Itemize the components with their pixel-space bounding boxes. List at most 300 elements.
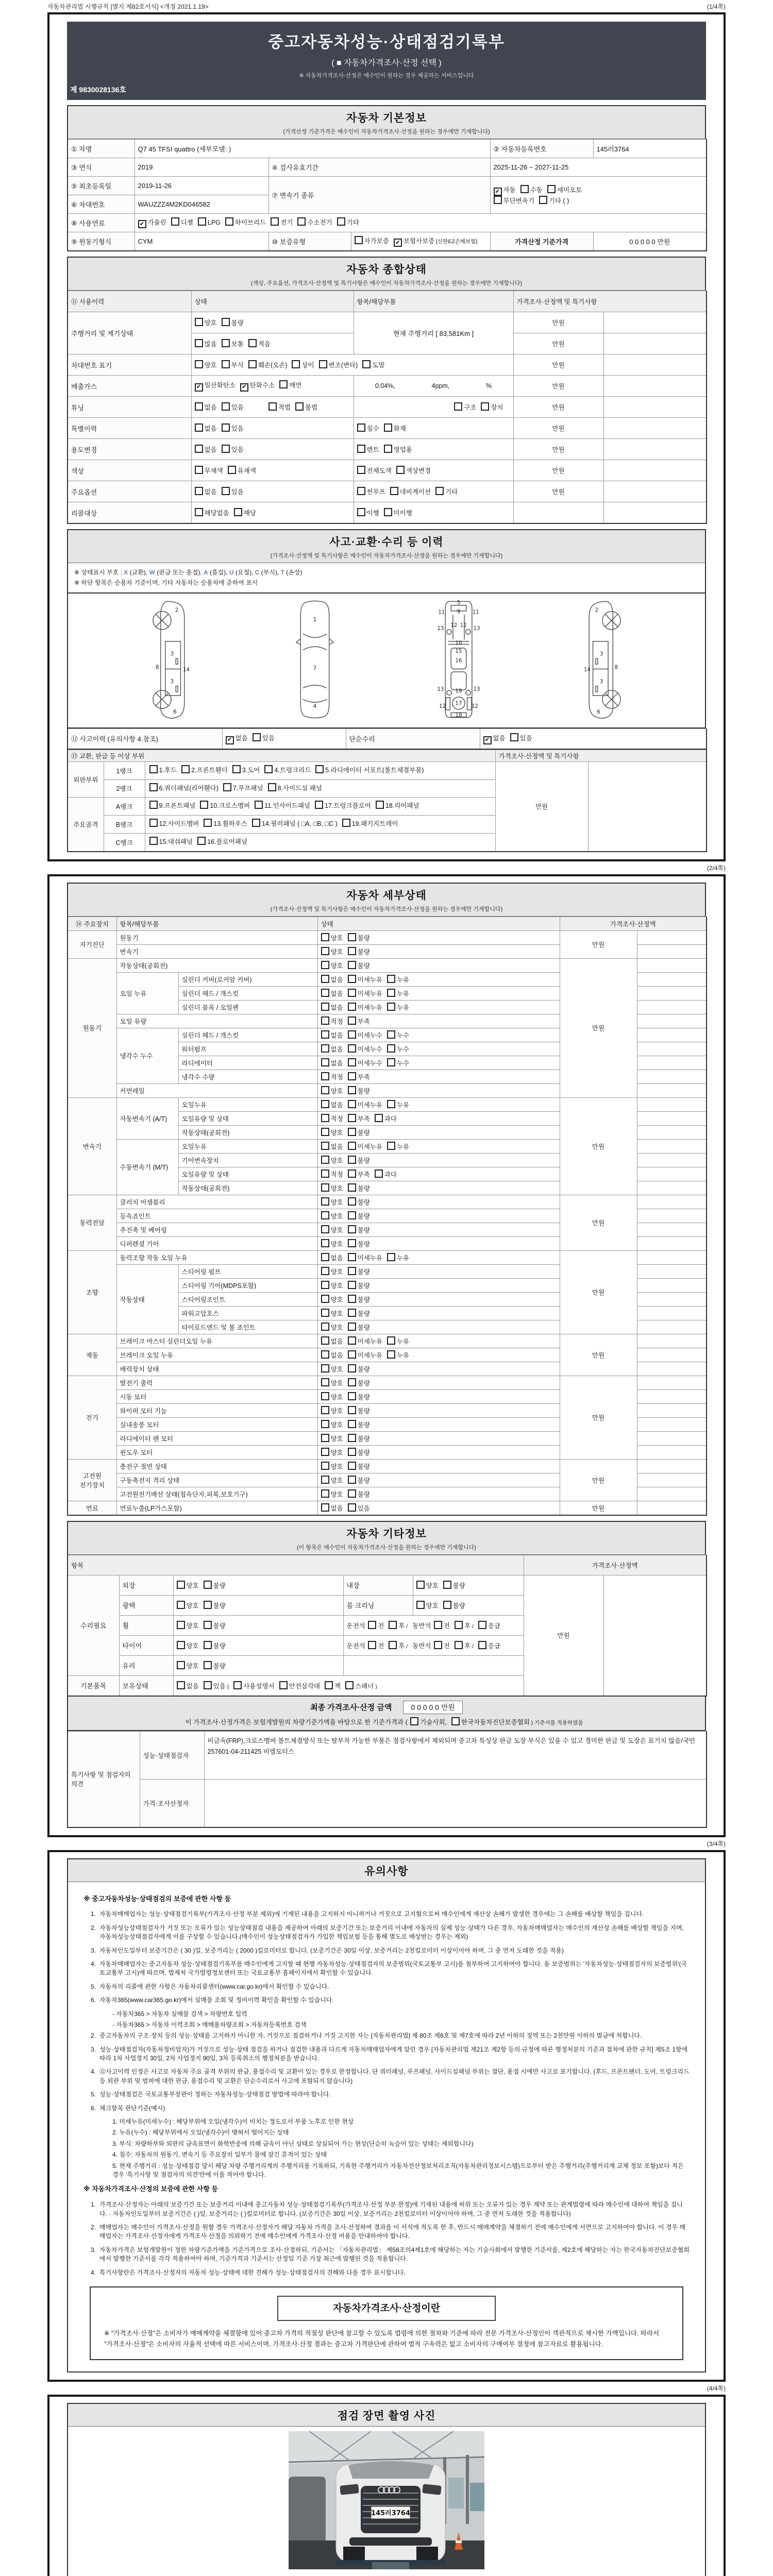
checkbox[interactable] bbox=[321, 1503, 329, 1512]
checkbox[interactable] bbox=[375, 1114, 383, 1122]
diagram-panel-number: 8 bbox=[155, 665, 159, 671]
checkbox[interactable] bbox=[348, 1183, 356, 1192]
checkbox[interactable] bbox=[348, 1197, 356, 1206]
checkbox[interactable]: ✔ bbox=[226, 736, 234, 744]
checkbox[interactable] bbox=[390, 487, 398, 495]
checkbox[interactable] bbox=[478, 1621, 486, 1629]
checkbox[interactable] bbox=[348, 1448, 356, 1456]
diagram-panel-number: 2 bbox=[595, 607, 598, 614]
checkbox[interactable] bbox=[321, 961, 329, 969]
checkbox[interactable] bbox=[197, 837, 206, 845]
svg-text:145러3764: 145러3764 bbox=[371, 2509, 410, 2517]
checkbox[interactable] bbox=[348, 1128, 356, 1136]
checkbox[interactable] bbox=[384, 508, 392, 516]
checkbox[interactable] bbox=[389, 1621, 397, 1629]
table-cell: 배력장치 상태 bbox=[116, 1362, 317, 1376]
checkbox[interactable] bbox=[348, 1281, 356, 1289]
checkbox[interactable] bbox=[321, 1392, 329, 1400]
appraiser-opinion bbox=[204, 1779, 707, 1827]
checkbox[interactable] bbox=[149, 837, 158, 845]
option-suffix: ) bbox=[374, 1683, 377, 1690]
checkbox[interactable] bbox=[348, 1476, 356, 1484]
checkbox[interactable] bbox=[149, 765, 158, 773]
checkbox[interactable] bbox=[271, 217, 279, 226]
checkbox-label: 양호 bbox=[204, 319, 217, 327]
checkbox[interactable] bbox=[195, 466, 203, 474]
checkbox[interactable] bbox=[443, 1601, 451, 1609]
status-code-letter: T bbox=[280, 569, 284, 576]
checkbox[interactable] bbox=[357, 508, 365, 516]
checkbox[interactable] bbox=[195, 318, 203, 326]
table-cell bbox=[637, 1417, 707, 1431]
checkbox-label: 불량 bbox=[357, 1421, 370, 1429]
checkbox[interactable] bbox=[348, 1114, 356, 1122]
checkbox[interactable] bbox=[348, 1267, 356, 1275]
checkbox[interactable] bbox=[321, 1448, 329, 1456]
checkbox[interactable] bbox=[222, 339, 230, 347]
checkbox[interactable] bbox=[348, 1350, 356, 1359]
table-row bbox=[68, 1195, 707, 1209]
checkbox[interactable] bbox=[204, 1681, 212, 1689]
checkbox-label: 있음 bbox=[213, 1682, 226, 1690]
checkbox[interactable] bbox=[321, 1058, 329, 1066]
checkbox[interactable] bbox=[348, 933, 356, 941]
checkbox[interactable] bbox=[198, 217, 206, 226]
checkbox[interactable] bbox=[348, 1225, 356, 1233]
checkbox[interactable] bbox=[376, 801, 384, 809]
checkbox-label: 불량 bbox=[213, 1582, 226, 1589]
checkbox-option bbox=[451, 1717, 583, 1726]
checkbox[interactable] bbox=[348, 1309, 356, 1317]
checkbox[interactable] bbox=[348, 1142, 356, 1150]
checkbox-label: 불량 bbox=[357, 934, 370, 942]
checkbox[interactable] bbox=[348, 947, 356, 955]
checkbox-option bbox=[177, 1681, 199, 1690]
checkbox[interactable] bbox=[539, 196, 547, 204]
checkbox[interactable] bbox=[321, 1072, 329, 1080]
checkbox-option bbox=[539, 196, 569, 205]
checkbox[interactable] bbox=[204, 819, 212, 827]
checkbox[interactable] bbox=[321, 1197, 329, 1206]
checkbox-option bbox=[348, 1072, 370, 1081]
diagram-panel-number: 15 bbox=[455, 648, 462, 654]
checkbox[interactable] bbox=[321, 1239, 329, 1247]
checkbox[interactable] bbox=[321, 1016, 329, 1025]
mileage-label: 주행거리 및 계기상태 bbox=[68, 312, 191, 354]
checkbox[interactable] bbox=[195, 487, 203, 495]
checkbox[interactable] bbox=[321, 1030, 329, 1039]
checkbox[interactable] bbox=[321, 1323, 329, 1331]
checkbox[interactable] bbox=[547, 185, 556, 193]
checkbox[interactable] bbox=[232, 765, 241, 773]
checkbox[interactable] bbox=[348, 1072, 356, 1080]
checkbox[interactable] bbox=[195, 360, 203, 368]
checkbox[interactable] bbox=[348, 1086, 356, 1094]
checkbox[interactable] bbox=[348, 1016, 356, 1025]
checkbox[interactable] bbox=[481, 402, 489, 411]
checkbox[interactable] bbox=[384, 423, 392, 432]
checkbox[interactable] bbox=[375, 1170, 383, 1178]
checkbox[interactable]: ✔ bbox=[483, 736, 492, 744]
checkbox[interactable] bbox=[195, 423, 203, 432]
checkbox[interactable] bbox=[177, 1661, 185, 1669]
checkbox[interactable] bbox=[279, 1681, 288, 1689]
checkbox-label: 유채색 bbox=[237, 467, 256, 474]
state-options bbox=[317, 972, 560, 986]
checkbox-label: 누수 bbox=[396, 1045, 410, 1053]
checkbox[interactable] bbox=[253, 733, 261, 741]
checkbox[interactable] bbox=[177, 1641, 185, 1649]
checkbox[interactable] bbox=[348, 1420, 356, 1428]
checkbox[interactable] bbox=[348, 1336, 356, 1345]
notice-item-text: 매매업자는 매수인이 가격조사·산정을 원할 경우 가격조사·산정자가 해당 자동차 가격을 조사·산정하여 결과를 이 서식에 적도록 한 후, 반드시 매매계약을 체결하기 전에 매수인에게 서면으로 고지하여야 합니다. 이 경우 매매업자는 가격조사·산정자에게 가격조사·산정을 의뢰하기 전에 매수인에게 가격조사·산정 비용을 안내하여야 합니다. bbox=[99, 2223, 686, 2240]
device-group-label: 고전원 전기장치 bbox=[68, 1459, 116, 1501]
checkbox-label: 누유 bbox=[396, 1143, 410, 1150]
checkbox[interactable] bbox=[348, 1295, 356, 1303]
checkbox[interactable] bbox=[204, 1601, 212, 1609]
checkbox[interactable] bbox=[149, 801, 158, 809]
checkbox-option bbox=[387, 1044, 409, 1054]
notice-item-text: 자동차성능상태점검자가 거짓 또는 오류가 있는 성능상태점검 내용을 제공하여 아래의 보증기간 또는 보증거리 이내에 자동차의 실제 성능·상태가 다른 경우, 자동차매매업자는 매수인의 재산상 손해를 배상할 책임을 지며, 자동차성능상태점검자에게 이를 구상할 수 있습니다.(매수인이 성능상태점검자가 가입한 책임보험 등을 통해 별도로 배상받는 경우는 제외) bbox=[99, 1924, 684, 1941]
checkbox[interactable] bbox=[348, 1058, 356, 1066]
checkbox[interactable] bbox=[435, 487, 444, 495]
checkbox[interactable] bbox=[342, 819, 350, 827]
checkbox[interactable] bbox=[494, 196, 502, 204]
checkbox[interactable] bbox=[357, 466, 365, 474]
device-header: ⑭ 주요장치 bbox=[68, 917, 116, 930]
checkbox[interactable] bbox=[279, 380, 288, 388]
checkbox[interactable] bbox=[321, 1434, 329, 1442]
checkbox[interactable] bbox=[357, 487, 365, 495]
checkbox[interactable] bbox=[416, 1601, 425, 1609]
checkbox-option bbox=[348, 1030, 382, 1040]
checkbox[interactable] bbox=[321, 1211, 329, 1219]
checkbox[interactable] bbox=[171, 217, 179, 226]
checkbox[interactable] bbox=[416, 1581, 425, 1589]
state-options bbox=[317, 1473, 560, 1487]
checkbox[interactable] bbox=[321, 1142, 329, 1150]
checkbox[interactable] bbox=[348, 1323, 356, 1331]
checkbox[interactable] bbox=[319, 360, 327, 368]
checkbox[interactable]: ✔ bbox=[394, 239, 402, 247]
status-code-letter: C bbox=[255, 569, 260, 576]
checkbox[interactable] bbox=[295, 402, 304, 411]
checkbox[interactable] bbox=[387, 989, 395, 997]
checkbox-option bbox=[348, 1183, 370, 1193]
checkbox[interactable] bbox=[387, 1100, 395, 1108]
checkbox-label: 미이행 bbox=[393, 510, 412, 517]
checkbox[interactable] bbox=[387, 1142, 395, 1150]
fuel-label: ⑧ 사용연료 bbox=[68, 214, 135, 232]
checkbox[interactable] bbox=[252, 819, 260, 827]
checkbox[interactable] bbox=[325, 1681, 333, 1689]
checkbox[interactable] bbox=[451, 1717, 460, 1725]
checkbox[interactable] bbox=[396, 466, 405, 474]
checkbox[interactable] bbox=[357, 445, 365, 453]
checkbox[interactable] bbox=[321, 1350, 329, 1359]
price-cell: 만원 bbox=[513, 460, 603, 481]
checkbox[interactable] bbox=[321, 989, 329, 997]
checkbox[interactable] bbox=[315, 801, 323, 809]
checkbox[interactable] bbox=[181, 765, 190, 773]
checkbox[interactable] bbox=[222, 487, 230, 495]
checkbox[interactable] bbox=[321, 1406, 329, 1414]
checkbox-option bbox=[204, 1661, 226, 1670]
diagram-panel-number: 11 bbox=[472, 609, 479, 616]
checkbox[interactable] bbox=[321, 1003, 329, 1011]
checkbox[interactable] bbox=[223, 783, 231, 791]
checkbox[interactable] bbox=[387, 1058, 395, 1066]
checkbox-option bbox=[347, 1621, 384, 1630]
checkbox[interactable] bbox=[255, 801, 263, 809]
checkbox[interactable] bbox=[222, 423, 230, 432]
checkbox[interactable] bbox=[297, 217, 306, 226]
checkbox[interactable] bbox=[204, 1661, 212, 1669]
notice-item-text: 자동차의 리콜에 관한 사항은 자동차리콜센터(www.car.go.kr)에서 확인할 수 있습니다. bbox=[99, 1982, 329, 1990]
checkbox-option bbox=[177, 1581, 199, 1590]
checkbox[interactable] bbox=[348, 1364, 356, 1372]
checkbox[interactable] bbox=[177, 1581, 185, 1589]
checkbox[interactable] bbox=[268, 783, 276, 791]
checkbox[interactable] bbox=[348, 1239, 356, 1247]
checkbox[interactable] bbox=[368, 1621, 376, 1629]
checkbox-label: 불량 bbox=[452, 1582, 465, 1589]
diagram-panel-number: 12 bbox=[471, 703, 478, 709]
checkbox[interactable] bbox=[177, 1601, 185, 1609]
checkbox[interactable] bbox=[348, 961, 356, 969]
checkbox-option bbox=[321, 1225, 343, 1234]
checkbox-label: 세미오토 bbox=[557, 186, 582, 194]
checkbox-label: 불량 bbox=[357, 1184, 370, 1192]
checkbox-label: 15.대쉬패널 bbox=[159, 838, 193, 845]
checkbox[interactable] bbox=[204, 1641, 212, 1649]
checkbox[interactable] bbox=[321, 1364, 329, 1372]
checkbox[interactable] bbox=[455, 1641, 463, 1649]
checkbox[interactable] bbox=[348, 1503, 356, 1512]
checkbox-option bbox=[348, 1309, 370, 1318]
checkbox-label: 불량 bbox=[357, 1268, 370, 1276]
checkbox[interactable] bbox=[321, 1378, 329, 1386]
checkbox-option bbox=[321, 1392, 343, 1401]
checkbox[interactable] bbox=[345, 1681, 354, 1689]
checkbox[interactable] bbox=[264, 765, 273, 773]
special-history-label: 특별이력 bbox=[68, 418, 191, 439]
checkbox[interactable]: ✔ bbox=[240, 383, 248, 392]
table-row bbox=[68, 1731, 707, 1779]
checkbox-option bbox=[255, 800, 310, 812]
checkbox[interactable] bbox=[321, 1420, 329, 1428]
table-cell: 스티어링 펌프 bbox=[178, 1264, 317, 1278]
checkbox-option bbox=[396, 466, 431, 475]
checkbox-option bbox=[355, 236, 389, 245]
notice-item-text: 자동차매매업자는 성능·상태점검기록부(가격조사·산정 부분 제외)에 기재된 내용을 고지하지 아니하거나 거짓으로 고지함으로써 매수인에게 재산상 손해가 발생한 경우에는 그 손해를 배상할 책임을 집니다. bbox=[99, 1910, 644, 1918]
checkbox-option bbox=[481, 402, 503, 412]
checkbox[interactable] bbox=[434, 1621, 442, 1629]
checkbox[interactable] bbox=[454, 402, 462, 411]
checkbox[interactable] bbox=[434, 1641, 442, 1649]
checkbox[interactable]: ✔ bbox=[494, 188, 502, 196]
checkbox[interactable] bbox=[348, 1378, 356, 1386]
diagram-panel-number: 3 bbox=[599, 679, 603, 685]
checkbox-label: 변조(변타) bbox=[328, 362, 358, 369]
checkbox[interactable] bbox=[348, 1170, 356, 1178]
checkbox[interactable] bbox=[321, 1044, 329, 1053]
etc-price: 만원 bbox=[524, 1575, 603, 1696]
checkbox[interactable] bbox=[204, 1621, 212, 1629]
checkbox[interactable] bbox=[177, 1621, 185, 1629]
checkbox[interactable]: ✔ bbox=[138, 220, 146, 228]
rank-table bbox=[67, 750, 707, 852]
checkbox[interactable] bbox=[292, 360, 300, 368]
checkbox[interactable] bbox=[387, 1030, 395, 1039]
checkbox[interactable] bbox=[510, 733, 518, 741]
checkbox[interactable] bbox=[321, 975, 329, 983]
table-cell: 워터펌프 bbox=[178, 1042, 317, 1056]
checkbox[interactable] bbox=[222, 445, 230, 453]
notice-item-number: 1. bbox=[90, 2201, 96, 2209]
checkbox[interactable] bbox=[355, 236, 363, 244]
notice-item bbox=[83, 2090, 690, 2099]
checkbox[interactable] bbox=[387, 975, 395, 983]
checkbox[interactable]: ✔ bbox=[195, 383, 203, 392]
checkbox[interactable] bbox=[321, 1281, 329, 1289]
checkbox[interactable] bbox=[149, 819, 158, 827]
checkbox[interactable] bbox=[478, 1641, 486, 1649]
checkbox[interactable] bbox=[321, 1253, 329, 1261]
checkbox[interactable] bbox=[348, 1003, 356, 1011]
checkbox[interactable] bbox=[321, 1225, 329, 1233]
inspection-photo-front bbox=[289, 2431, 484, 2569]
checkbox[interactable] bbox=[321, 1170, 329, 1178]
checkbox[interactable] bbox=[387, 1253, 395, 1261]
checkbox[interactable] bbox=[321, 1295, 329, 1303]
checkbox[interactable] bbox=[321, 1183, 329, 1192]
checkbox[interactable] bbox=[195, 445, 203, 453]
checkbox[interactable] bbox=[204, 1581, 212, 1589]
checkbox[interactable] bbox=[387, 1350, 395, 1359]
checkbox[interactable] bbox=[387, 1336, 395, 1345]
checkbox[interactable] bbox=[200, 801, 208, 809]
checkbox[interactable] bbox=[225, 217, 233, 226]
checkbox[interactable] bbox=[337, 217, 345, 226]
checkbox[interactable] bbox=[321, 1086, 329, 1094]
checkbox[interactable] bbox=[348, 1489, 356, 1498]
checkbox-label: 전 bbox=[378, 1642, 384, 1650]
checkbox[interactable] bbox=[228, 466, 236, 474]
checkbox[interactable] bbox=[348, 989, 356, 997]
checkbox[interactable] bbox=[315, 765, 324, 773]
checkbox[interactable] bbox=[195, 508, 203, 516]
checkbox-label: 네비게이션 bbox=[399, 488, 431, 496]
checkbox[interactable] bbox=[321, 933, 329, 941]
checkbox[interactable] bbox=[321, 1489, 329, 1498]
checkbox[interactable] bbox=[348, 1030, 356, 1039]
status-code-letter: X bbox=[124, 569, 128, 576]
checkbox[interactable] bbox=[520, 185, 529, 193]
checkbox[interactable] bbox=[222, 318, 230, 326]
checkbox[interactable] bbox=[348, 1100, 356, 1108]
checkbox-label: 양호 bbox=[186, 1662, 199, 1670]
checkbox[interactable] bbox=[268, 402, 277, 411]
notice-item-text: 자동차가격은 보험개발원이 정한 차량기준가액을 기준가격으로 조사·산정하되, 기준서는 「자동차관리법」 제58조의4제1호에 해당하는 자는 기술사회에서 발행한 기준서를, 제2호에 해당하는 자는 한국자동차진단보증협회에서 발행한 기준서를 각각 적용하여야 하며, 기준가격과 기준서는 산정일 기준 가장 최근에 발행된 것을 적용합니다. bbox=[99, 2246, 690, 2263]
checkbox[interactable] bbox=[348, 975, 356, 983]
checkbox[interactable] bbox=[248, 339, 257, 347]
checkbox-label: 자동 bbox=[503, 186, 516, 194]
checkbox[interactable] bbox=[321, 1100, 329, 1108]
checkbox-option bbox=[248, 360, 288, 369]
checkbox[interactable] bbox=[362, 360, 371, 368]
checkbox-label: 불량 bbox=[357, 1157, 370, 1164]
checkbox[interactable] bbox=[348, 1211, 356, 1219]
checkbox[interactable] bbox=[348, 1406, 356, 1414]
section-overall-state bbox=[67, 257, 706, 524]
checkbox[interactable] bbox=[348, 1462, 356, 1470]
checkbox[interactable] bbox=[321, 1128, 329, 1136]
checkbox[interactable] bbox=[357, 423, 365, 432]
table-cell bbox=[637, 1403, 707, 1417]
checkbox[interactable] bbox=[389, 1641, 397, 1649]
checkbox-label: 적법 bbox=[278, 404, 291, 411]
checkbox-label: 기타 bbox=[445, 488, 458, 496]
checkbox[interactable] bbox=[321, 1462, 329, 1470]
checkbox-label: 탄화수소 bbox=[249, 382, 275, 389]
checkbox[interactable] bbox=[321, 1309, 329, 1317]
checkbox-option bbox=[195, 339, 217, 348]
basic-info-table bbox=[67, 139, 707, 251]
checkbox[interactable] bbox=[149, 783, 158, 791]
checkbox[interactable] bbox=[222, 402, 230, 411]
checkbox[interactable] bbox=[195, 339, 203, 347]
checkbox[interactable] bbox=[222, 360, 230, 368]
checkbox[interactable] bbox=[233, 1681, 242, 1689]
checkbox[interactable] bbox=[321, 1267, 329, 1275]
checkbox[interactable] bbox=[234, 508, 242, 516]
checkbox[interactable] bbox=[368, 1641, 376, 1649]
checkbox[interactable] bbox=[321, 1336, 329, 1345]
checkbox[interactable] bbox=[321, 1114, 329, 1122]
page-1 bbox=[47, 12, 726, 861]
checkbox[interactable] bbox=[443, 1581, 451, 1589]
checkbox[interactable] bbox=[455, 1621, 463, 1629]
notice-band bbox=[67, 1858, 706, 1882]
checkbox[interactable] bbox=[321, 1156, 329, 1164]
notice-item bbox=[83, 1960, 690, 1978]
checkbox[interactable] bbox=[348, 1253, 356, 1261]
checkbox[interactable] bbox=[195, 402, 203, 411]
checkbox[interactable] bbox=[387, 1003, 395, 1011]
checkbox-label: 양호 bbox=[330, 934, 343, 942]
polish-label: 광택 bbox=[119, 1595, 173, 1615]
checkbox[interactable] bbox=[248, 360, 257, 368]
checkbox[interactable] bbox=[348, 1392, 356, 1400]
overall-subtitle: (색상, 주요옵션, 가격조사·산정액 및 특기사항은 매수인이 자동차가격조사·산정을 원하는 경우에만 기재합니다) bbox=[250, 280, 523, 286]
checkbox[interactable] bbox=[384, 445, 392, 453]
checkbox-label: 양호 bbox=[330, 1129, 343, 1137]
checkbox[interactable] bbox=[321, 947, 329, 955]
checkbox[interactable] bbox=[410, 1717, 418, 1725]
checkbox[interactable] bbox=[348, 1156, 356, 1164]
checkbox-option bbox=[248, 339, 271, 348]
cleaning-state bbox=[413, 1595, 524, 1615]
checkbox[interactable] bbox=[177, 1681, 185, 1689]
checkbox[interactable] bbox=[348, 1434, 356, 1442]
notice-sub-item: - 자동차365 > 자동차 실매물 검색 > 차량번호 입력 bbox=[112, 2010, 247, 2018]
checkbox[interactable] bbox=[387, 1044, 395, 1053]
checkbox[interactable] bbox=[321, 1476, 329, 1484]
checkbox[interactable] bbox=[348, 1044, 356, 1053]
table-cell bbox=[637, 1334, 707, 1348]
checkbox-label: 5.라디에이터 서포트(볼트체결부품) bbox=[325, 766, 424, 774]
